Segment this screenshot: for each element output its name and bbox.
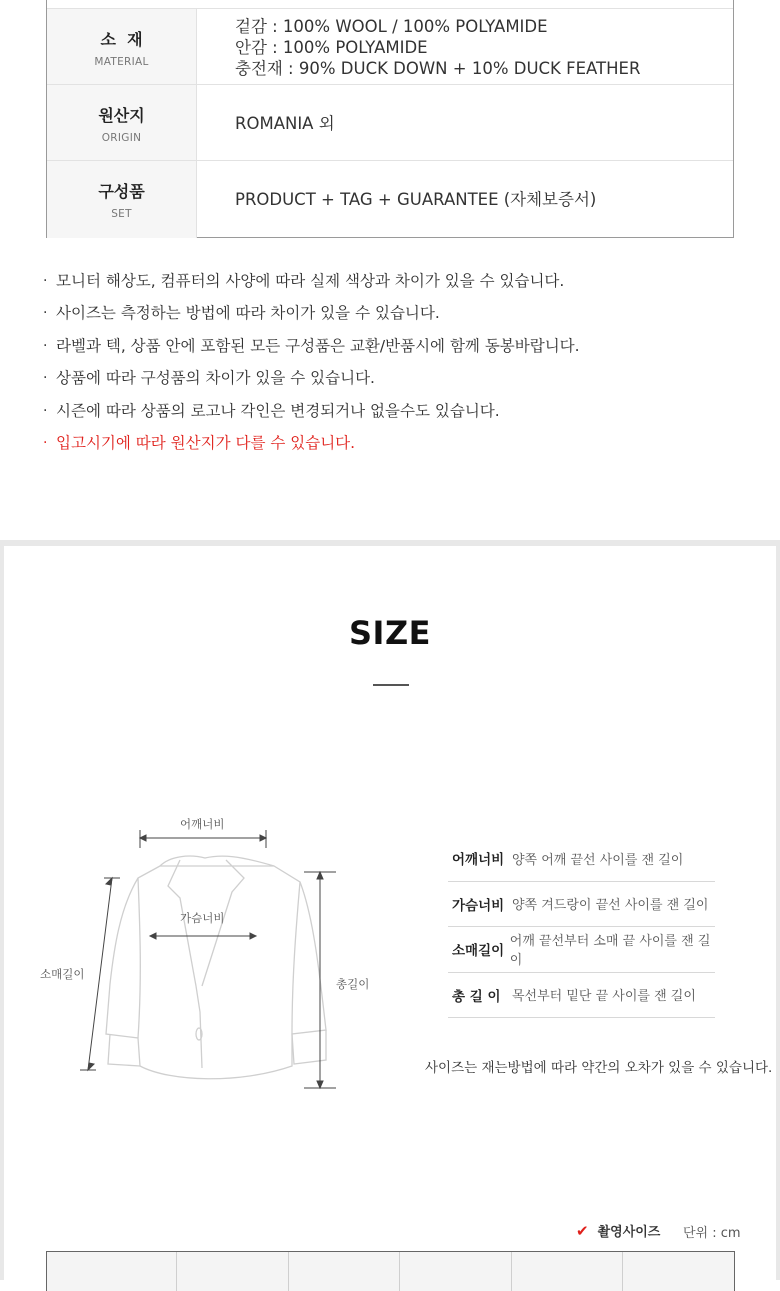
info-row-origin: [47, 84, 733, 161]
column-divider: [511, 1252, 512, 1291]
bullet-dot: ·: [43, 402, 48, 419]
photo-size-label: 촬영사이즈: [597, 1225, 661, 1240]
product-info-table: [46, 0, 734, 238]
definition-row: [448, 836, 715, 882]
label-chest: 가슴너비: [180, 911, 225, 925]
jacket-outline: [106, 856, 326, 1079]
head-label-ko: 원산지: [98, 105, 145, 125]
definition-desc: 어깨 끝선부터 소매 끝 사이를 잰 길이: [509, 934, 711, 969]
material-line-filling: 충전재 : 90% DUCK DOWN + 10% DUCK FEATHER: [235, 58, 641, 78]
origin-line: ROMANIA 외: [235, 113, 335, 133]
definition-row: [448, 927, 715, 973]
label-total-length: 총길이: [336, 977, 370, 991]
set-value: [235, 161, 723, 238]
column-divider: [288, 1252, 289, 1291]
definition-row: [448, 882, 715, 928]
measure-arrows: [80, 830, 336, 1088]
size-table-header: [46, 1251, 735, 1291]
section-divider: [0, 540, 780, 546]
definition-desc: 목선부터 밑단 끝 사이를 잰 길이: [512, 989, 696, 1005]
notice-item-highlight: [43, 430, 743, 462]
notice-item: [43, 365, 743, 397]
head-label-ko: 소 재: [100, 29, 143, 49]
label-shoulder: 어깨너비: [180, 817, 225, 831]
notice-text: 라벨과 텍, 상품 안에 포함된 모든 구성품은 교환/반품시에 함께 동봉바랍니다.: [56, 336, 580, 355]
definition-desc: 양쪽 겨드랑이 끝선 사이를 잰 길이: [512, 898, 709, 914]
set-line: PRODUCT + TAG + GUARANTEE (자체보증서): [235, 190, 597, 209]
notice-text: 입고시기에 따라 원산지가 다를 수 있습니다.: [56, 433, 356, 452]
head-label-en: SET: [111, 208, 132, 220]
notice-text: 모니터 해상도, 컴퓨터의 사양에 따라 실제 색상과 차이가 있을 수 있습니다.: [56, 272, 565, 290]
bullet-dot: ·: [43, 273, 48, 289]
definition-term: 어깨너비: [452, 852, 505, 869]
info-row-material: [47, 8, 733, 85]
material-line-lining: 안감 : 100% POLYAMIDE: [235, 37, 428, 57]
column-divider: [399, 1252, 400, 1291]
origin-value: [235, 85, 723, 161]
definition-row: [448, 973, 715, 1019]
column-divider: [176, 1252, 177, 1291]
notice-text: 시즌에 따라 상품의 로고나 각인은 변경되거나 없을수도 있습니다.: [56, 401, 500, 420]
measurement-definitions: [448, 836, 715, 1018]
material-value: [235, 9, 723, 85]
notice-item: [43, 268, 743, 300]
photo-size-legend: [576, 1221, 660, 1240]
bullet-dot: ·: [43, 305, 48, 322]
notice-text: 상품에 따라 구성품의 차이가 있을 수 있습니다.: [56, 369, 375, 388]
notice-item: [43, 300, 743, 332]
check-icon: ✔: [576, 1221, 589, 1240]
title-underline: [373, 684, 409, 686]
info-head-material: [47, 9, 197, 85]
definition-desc: 양쪽 어깨 끝선 사이를 잰 길이: [512, 852, 684, 868]
jacket-measurement-diagram: [30, 808, 390, 1108]
notice-list: [43, 268, 743, 462]
head-label-en: ORIGIN: [101, 131, 142, 144]
info-row-set: [47, 160, 733, 238]
label-sleeve: 소매길이: [40, 967, 85, 981]
head-label-ko: 구성품: [98, 182, 145, 201]
definition-term: 총 길 이: [452, 988, 501, 1005]
notice-item: [43, 333, 743, 365]
info-head-origin: [47, 85, 197, 161]
notice-item: [43, 398, 743, 430]
bullet-dot: ·: [43, 434, 48, 451]
size-section-title: SIZE: [348, 614, 431, 652]
material-line-outer: 겉감 : 100% WOOL / 100% POLYAMIDE: [235, 16, 548, 36]
head-label-en: MATERIAL: [94, 55, 149, 68]
notice-text: 사이즈는 측정하는 방법에 따라 차이가 있을 수 있습니다.: [56, 304, 440, 323]
definition-term: 소매길이: [452, 943, 505, 960]
definition-term: 가슴너비: [452, 897, 505, 914]
bullet-dot: ·: [43, 370, 48, 387]
unit-label: 단위 : cm: [683, 1226, 741, 1241]
bullet-dot: ·: [43, 337, 48, 354]
info-head-set: [47, 161, 197, 238]
column-divider: [622, 1252, 623, 1291]
measurement-note: 사이즈는 재는방법에 따라 약간의 오차가 있을 수 있습니다.: [425, 1060, 773, 1076]
